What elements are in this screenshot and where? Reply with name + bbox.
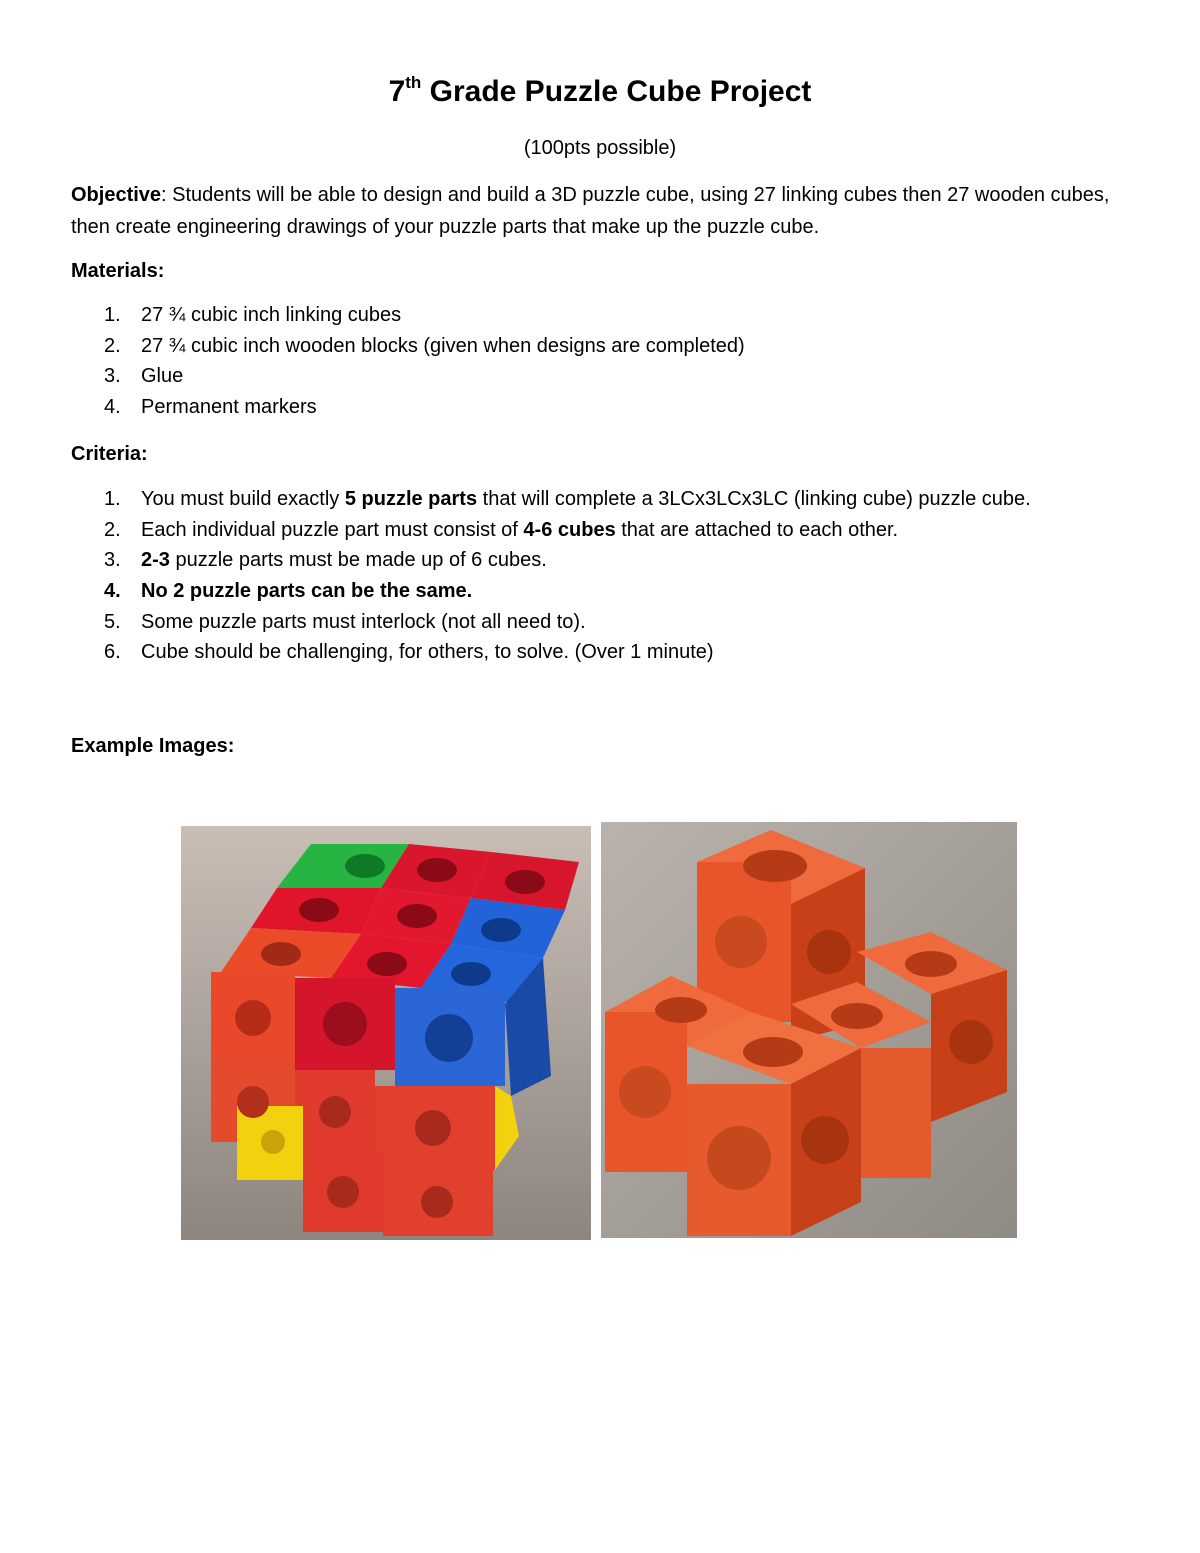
title-number: 7 xyxy=(388,75,406,108)
objective-label: Objective xyxy=(71,184,162,206)
list-item: 3. 2-3 puzzle parts must be made up of 6 cubes. xyxy=(104,549,547,572)
list-item: 1. 27 ¾ cubic inch linking cubes xyxy=(104,304,402,326)
example-images xyxy=(181,822,1017,1240)
objective-text: : Students will be able to design and build a 3D puzzle cube, using 27 linking cubes then 27 wooden cubes, then create engineering drawings of your puzzle parts that make up the puzzle cube. xyxy=(71,184,1110,238)
materials-list xyxy=(71,300,1131,423)
list-item: 2. Each individual puzzle part must consist of 4-6 cubes that are attached to each other. xyxy=(104,518,899,541)
orange-puzzle-part-photo xyxy=(601,822,1017,1238)
title-text: Grade Puzzle Cube Project xyxy=(421,75,812,108)
materials-heading: Materials: xyxy=(71,260,165,282)
list-item: 2. 27 ¾ cubic inch wooden blocks (given when designs are completed) xyxy=(104,334,745,357)
example-images-heading: Example Images: xyxy=(71,735,235,757)
list-item: 6. Cube should be challenging, for others, to solve. (Over 1 minute) xyxy=(104,641,714,664)
criteria-list xyxy=(71,484,1131,668)
list-item: 5. Some puzzle parts must interlock (not all need to). xyxy=(104,610,586,633)
title-superscript: th xyxy=(405,73,422,92)
list-item: 3. Glue xyxy=(104,365,184,388)
points-subtitle: (100pts possible) xyxy=(523,137,677,159)
list-item: 1. You must build exactly 5 puzzle parts that will complete a 3LCx3LCx3LC (linking cube) puzzle cube. xyxy=(104,488,1031,510)
list-item: 4. Permanent markers xyxy=(104,396,317,419)
criteria-heading: Criteria: xyxy=(71,443,148,465)
list-item: 4. No 2 puzzle parts can be the same. xyxy=(104,580,473,603)
page-title xyxy=(0,72,1200,112)
puzzle-cube-photo xyxy=(181,826,591,1240)
objective-paragraph xyxy=(71,179,1131,243)
